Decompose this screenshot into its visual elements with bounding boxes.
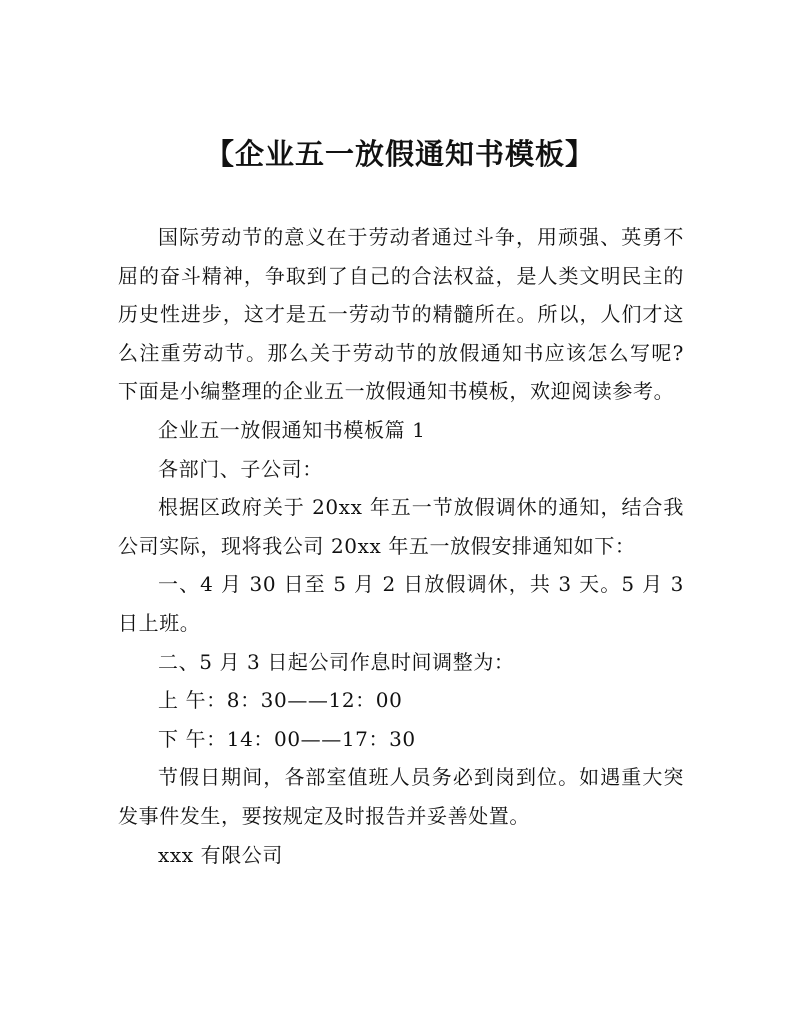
item-one-paragraph: 一、4 月 30 日至 5 月 2 日放假调休，共 3 天。5 月 3 日上班。 bbox=[118, 572, 684, 635]
company-signature: xxx 有限公司 bbox=[158, 842, 283, 867]
afternoon-schedule: 下 午：14：00——17：30 bbox=[158, 726, 416, 751]
intro-paragraph: 国际劳动节的意义在于劳动者通过斗争，用顽强、英勇不屈的奋斗精神，争取到了自己的合法权益，是人类文明民主的历史性进步，这才是五一劳动节的精髓所在。所以，人们才这么注重劳动节。那么关于劳动节的放假通知书应该怎么写呢?下面是小编整理的企业五一放假通知书模板，欢迎阅读参考。 bbox=[118, 225, 684, 404]
basis-paragraph: 根据区政府关于 20xx 年五一节放假调休的通知，结合我公司实际，现将我公司 20xx 年五一放假安排通知如下： bbox=[118, 495, 684, 558]
morning-schedule: 上 午：8：30——12：00 bbox=[158, 688, 403, 713]
section-heading: 企业五一放假通知书模板篇 1 bbox=[158, 417, 426, 442]
document-body bbox=[118, 218, 684, 874]
duty-note-paragraph: 节假日期间，各部室值班人员务必到岗到位。如遇重大突发事件发生，要按规定及时报告并妥善处置。 bbox=[118, 765, 684, 828]
salutation: 各部门、子公司： bbox=[158, 456, 323, 481]
item-two-paragraph: 二、5 月 3 日起公司作息时间调整为： bbox=[158, 649, 515, 674]
document-title: 【企业五一放假通知书模板】 bbox=[204, 137, 595, 171]
